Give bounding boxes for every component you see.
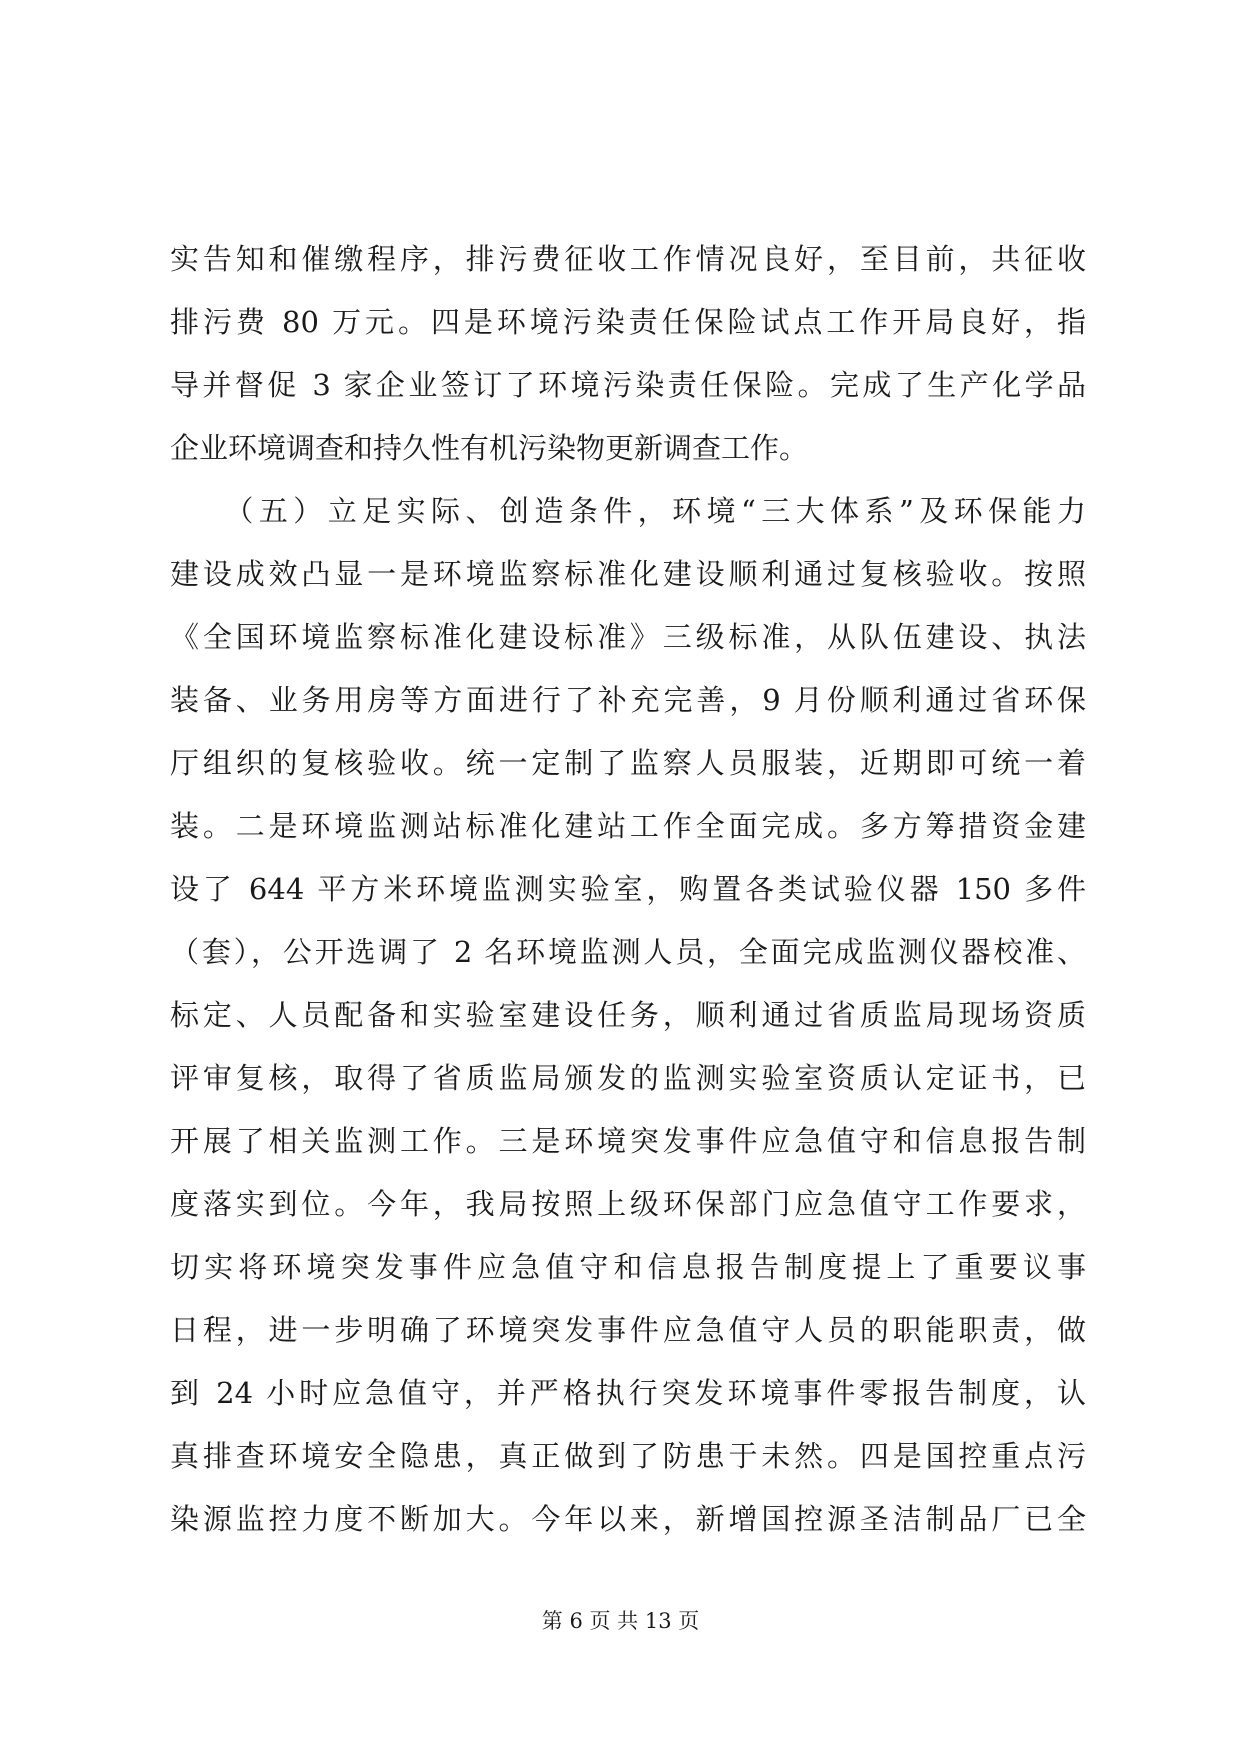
text-line: 厅组织的复核验收。统一定制了监察人员服装，近期即可统一着 (170, 746, 1086, 780)
text-line: 真排查环境安全隐患，真正做到了防患于未然。四是国控重点污 (170, 1439, 1086, 1473)
text-line: 建设成效凸显一是环境监察标准化建设顺利通过复核验收。按照 (170, 557, 1086, 591)
text-line: 《全国环境监察标准化建设标准》三级标准，从队伍建设、执法 (170, 620, 1086, 654)
text-line: 排污费 80 万元。四是环境污染责任保险试点工作开局良好，指 (170, 305, 1086, 339)
text-line: 设了 644 平方米环境监测实验室，购置各类试验仪器 150 多件 (170, 872, 1086, 906)
body-text (170, 228, 1086, 1551)
text-line: 染源监控力度不断加大。今年以来，新增国控源圣洁制品厂已全 (170, 1502, 1086, 1536)
text-line: 标定、人员配备和实验室建设任务，顺利通过省质监局现场资质 (170, 998, 1086, 1032)
text-line: 开展了相关监测工作。三是环境突发事件应急值守和信息报告制 (170, 1124, 1086, 1158)
text-line: 装。二是环境监测站标准化建站工作全面完成。多方筹措资金建 (170, 809, 1086, 843)
text-line: 企业环境调查和持久性有机污染物更新调查工作。 (170, 431, 809, 465)
text-line: 实告知和催缴程序，排污费征收工作情况良好，至目前，共征收 (170, 242, 1086, 276)
text-line: 切实将环境突发事件应急值守和信息报告制度提上了重要议事 (170, 1250, 1086, 1284)
text-line: 装备、业务用房等方面进行了补充完善，9 月份顺利通过省环保 (170, 683, 1086, 717)
text-line: （五）立足实际、创造条件，环境“三大体系”及环保能力 (170, 494, 1086, 528)
text-line: 评审复核，取得了省质监局颁发的监测实验室资质认定证书，已 (170, 1061, 1086, 1095)
text-line: （套），公开选调了 2 名环境监测人员，全面完成监测仪器校准、 (170, 935, 1086, 969)
text-line: 导并督促 3 家企业签订了环境污染责任保险。完成了生产化学品 (170, 368, 1086, 402)
text-line: 度落实到位。今年，我局按照上级环保部门应急值守工作要求， (170, 1187, 1086, 1221)
text-line: 日程，进一步明确了环境突发事件应急值守人员的职能职责，做 (170, 1313, 1086, 1347)
page-number-footer: 第 6 页 共 13 页 (541, 1609, 700, 1633)
text-line: 到 24 小时应急值守，并严格执行突发环境事件零报告制度，认 (170, 1376, 1086, 1410)
